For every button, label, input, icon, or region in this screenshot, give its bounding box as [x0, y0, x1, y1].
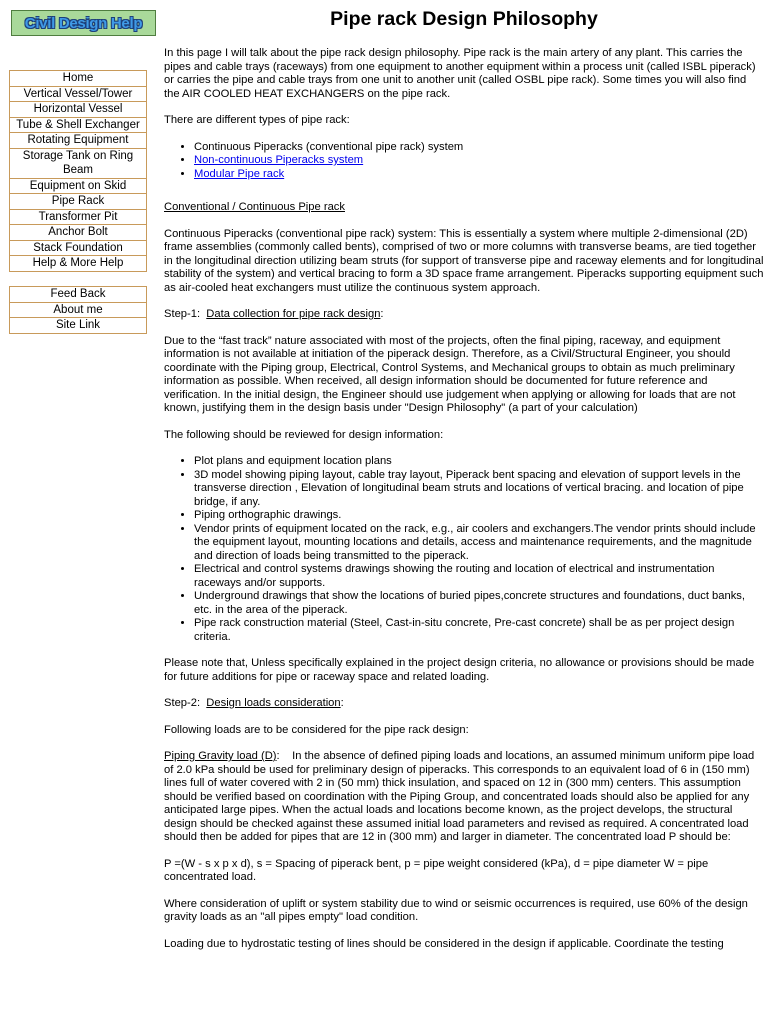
step1-paragraph: Due to the “fast track” nature associated with most of the projects, often the final piping, raceway, and equipment information is not available at initiation of the piperack design. Therefore, as a Civil/Structural Engineer, you should coordinate with the Piping group, Electrical, Control Systems, and Mechanical groups to obtain as much preliminary information as possible. When received, all design information should be documented for future reference and verification. In the initial design, the Engineer should use judgement when applying or allowing for loads that are not known, justifying them in the design basis under "Design Philosophy" (a part of your calculation): [164, 334, 736, 414]
nav-item-help[interactable]: Help & More Help: [10, 256, 146, 272]
gravity-text: In the absence of defined piping loads and locations, an assumed minimum uniform pipe load of 2.0 kPa should be used for preliminary design of piperacks. This corresponds to an equivalent load of 6 in (150 mm) lines full of water covered with 2 in (50 mm) thick insulation, and spaced on 12 in (300 mm) centers. This assumption should be verified based on coordination with the Piping Group, and concentrated loads should also be applied for any anticipated large pipes. When the actual loads and locations become known, as the project develops, the structural design should be checked against these assumed initial load parameters and revised as required. A concentrated load should then be added for pipes that are 12 in (300 mm) and larger in diameter. The concentrated load P should be:: [164, 750, 755, 843]
nav-item-storage-tank[interactable]: Storage Tank on Ring Beam: [10, 149, 146, 179]
link-modular[interactable]: Modular Pipe rack: [194, 167, 285, 180]
list-item: • 3D model showing piping layout, cable tray layout, Piperack bent spacing and elevation of support levels in the transverse direction , Elevation of longitudinal beam struts and locations of vertical bracing. and location of pipe bridge, if any.: [194, 469, 764, 510]
list-item: • Underground drawings that show the locations of buried pipes,concrete structures and foundations, duct banks, etc. in the area of the piperack.: [194, 590, 764, 617]
nav-item-rotating-equipment[interactable]: Rotating Equipment: [10, 133, 146, 149]
nav-item-transformer-pit[interactable]: Transformer Pit: [10, 210, 146, 226]
nav-item-horizontal-vessel[interactable]: Horizontal Vessel: [10, 102, 146, 118]
rack-types-list: [164, 141, 764, 182]
gravity-paragraph: Piping Gravity load (D): In the absence of defined piping loads and locations, an assumed minimum uniform pipe load of 2.0 kPa should be used for preliminary design of piperacks. This corresponds to an equivalent load of 6 in (150 mm) lines full of water covered with 2 in (50 mm) thick insulation, and spaced on 12 in (300 mm) centers. This assumption should be verified based on coordination with the Piping Group, and concentrated loads should also be applied for any anticipated large pipes. When the actual loads and locations become known, as the project develops, the structural design should be checked against these assumed initial load parameters and revised as required. A concentrated load should then be added for pipes that are 12 in (300 mm) and larger in diameter. The concentrated load P should be:: [164, 750, 755, 843]
logo-text: Civil Design Help: [24, 14, 143, 32]
note-paragraph: Please note that, Unless specifically explained in the project design criteria, no allowance or provisions should be made for future additions for pipe or raceway space and related loading.: [164, 657, 755, 683]
secondary-nav: [9, 286, 147, 334]
uplift-paragraph: Where consideration of uplift or system stability due to wind or seismic occurrences is required, use 60% of the design gravity loads as an "all pipes empty" load condition.: [164, 897, 748, 923]
types-intro: There are different types of pipe rack:: [164, 114, 350, 126]
step2-title: Design loads consideration: [206, 697, 341, 709]
step1-label: Step-1:: [164, 308, 201, 320]
type-continuous: Continuous Piperacks (conventional pipe rack) system: [194, 140, 464, 153]
nav-item-feedback[interactable]: Feed Back: [10, 287, 146, 303]
nav-item-pipe-rack[interactable]: Pipe Rack: [10, 194, 146, 210]
nav-item-stack-foundation[interactable]: Stack Foundation: [10, 241, 146, 257]
list-item: • Vendor prints of equipment located on the rack, e.g., air coolers and exchangers.The vendor prints should include the equipment layout, mounting locations and details, access and maintenance requirements, and the magnitude and direction of loads being transmitted to the piperack.: [194, 523, 764, 564]
step2-heading: Step-2: Design loads consideration:: [164, 697, 344, 709]
step2-label: Step-2:: [164, 697, 201, 709]
list-item: • Pipe rack construction material (Steel, Cast-in-situ concrete, Pre-cast concrete) shall be as per project design criteria.: [194, 617, 764, 644]
nav-item-equipment-on-skid[interactable]: Equipment on Skid: [10, 179, 146, 195]
site-logo[interactable]: [11, 10, 156, 36]
link-non-continuous[interactable]: Non-continuous Piperacks system: [194, 154, 364, 166]
list-item: • Electrical and control systems drawings showing the routing and location of electrical and instrumentation raceways and/or supports.: [194, 563, 764, 590]
nav-item-home[interactable]: Home: [10, 71, 146, 87]
nav-item-tube-shell-exchanger[interactable]: Tube & Shell Exchanger: [10, 118, 146, 134]
main-content: [164, 6, 764, 964]
list-item: • Plot plans and equipment location plans: [194, 455, 764, 469]
page-title: Pipe rack Design Philosophy: [330, 8, 598, 30]
step1-title: Data collection for pipe rack design: [206, 308, 381, 320]
section-heading-conventional: Conventional / Continuous Pipe rack: [164, 201, 345, 213]
conventional-paragraph: Continuous Piperacks (conventional pipe rack) system: This is essentially a system where multiple 2-dimensional (2D) frame assemblies (commonly called bents), comprised of two or more columns with transverse beams, are tied together in the longitudinal direction utilizing beam struts (for support of transverse pipe and raceway elements and for longitudinal stability of the system) and vertical bracing to form a 3D space frame arrangement. Piperacks supporting equipment such as air-cooled heat exchangers must utilize the continuous system approach.: [164, 227, 764, 294]
gravity-heading: Piping Gravity load (D): [164, 750, 277, 762]
nav-item-vertical-vessel[interactable]: Vertical Vessel/Tower: [10, 87, 146, 103]
step1-heading: Step-1: Data collection for pipe rack design:: [164, 308, 384, 320]
list-item: [194, 141, 764, 155]
review-list: [164, 455, 764, 644]
review-intro: The following should be reviewed for design information:: [164, 428, 444, 441]
primary-nav: [9, 70, 147, 272]
loads-intro: Following loads are to be considered for the pipe rack design:: [164, 723, 469, 736]
list-item: • Piping orthographic drawings.: [194, 509, 764, 523]
list-item: [194, 154, 764, 168]
formula-paragraph: P =(W - s x p x d), s = Spacing of piperack bent, p = pipe weight considered (kPa), d = pipe diameter W = pipe concentrated load.: [164, 857, 709, 883]
hydro-paragraph: Loading due to hydrostatic testing of lines should be considered in the design if applicable. Coordinate the testing: [164, 937, 724, 950]
intro-paragraph: In this page I will talk about the pipe rack design philosophy. Pipe rack is the main artery of any plant. This carries the pipes and cable trays (raceways) from one equipment to another equipment within a process unit (called ISBL piperack) or carries the pipe and cable trays from one unit to another unit (called OSBL pipe rack). Some times you will also find the AIR COOLED HEAT EXCHANGERS on the pipe rack.: [164, 47, 756, 100]
nav-item-about-me[interactable]: About me: [10, 303, 146, 319]
nav-item-anchor-bolt[interactable]: Anchor Bolt: [10, 225, 146, 241]
nav-item-site-link[interactable]: Site Link: [10, 318, 146, 334]
list-item: [194, 168, 764, 182]
